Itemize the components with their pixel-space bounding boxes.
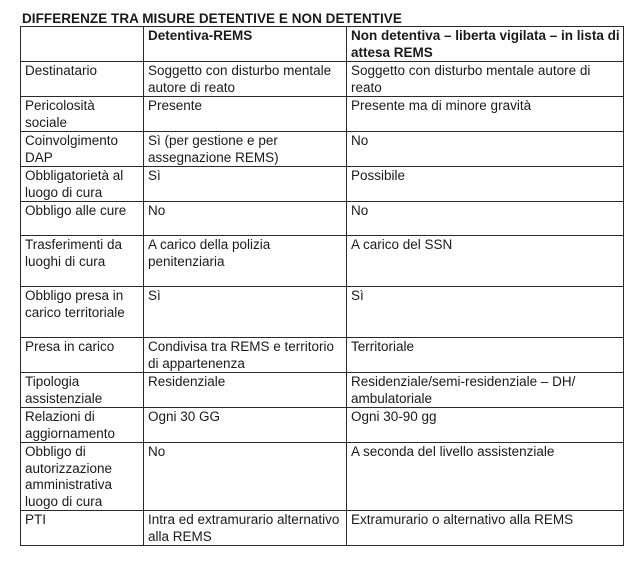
cell-non-detentiva: Soggetto con disturbo mentale autore di reato: [347, 62, 624, 97]
table-row-pti: [21, 511, 624, 546]
cell-non-detentiva: Sì: [347, 287, 624, 338]
row-label: Coinvolgimento DAP: [21, 132, 144, 167]
header-cell-detentiva: Detentiva-REMS: [144, 27, 347, 62]
row-label: Obbligatorietà al luogo di cura: [21, 167, 144, 202]
row-label: Pericolosità sociale: [21, 97, 144, 132]
header-cell-non-detentiva: Non detentiva – liberta vigilata – in lista di attesa REMS: [347, 27, 624, 62]
cell-non-detentiva: Presente ma di minore gravità: [347, 97, 624, 132]
table-row-tipologia: [21, 373, 624, 408]
row-label: PTI: [21, 511, 144, 546]
table-row-relazioni: [21, 408, 624, 443]
row-label: Obbligo alle cure: [21, 202, 144, 236]
cell-detentiva: No: [144, 202, 347, 236]
cell-non-detentiva: No: [347, 202, 624, 236]
row-label: Tipologia assistenziale: [21, 373, 144, 408]
cell-non-detentiva: A seconda del livello assistenziale: [347, 443, 624, 511]
table-row-obbligo-presa-in-carico: [21, 287, 624, 338]
row-label: Relazioni di aggiornamento: [21, 408, 144, 443]
cell-detentiva: Soggetto con disturbo mentale autore di reato: [144, 62, 347, 97]
cell-detentiva: Intra ed extramurario alternativo alla REMS: [144, 511, 347, 546]
row-label: Obbligo presa in carico territoriale: [21, 287, 144, 338]
cell-non-detentiva: A carico del SSN: [347, 236, 624, 287]
table-row-presa-in-carico: [21, 338, 624, 373]
cell-non-detentiva: Extramurario o alternativo alla REMS: [347, 511, 624, 546]
table-row-destinatario: [21, 62, 624, 97]
cell-non-detentiva: Ogni 30-90 gg: [347, 408, 624, 443]
table-row-pericolosita: [21, 97, 624, 132]
row-label: Presa in carico: [21, 338, 144, 373]
row-label: Trasferimenti da luoghi di cura: [21, 236, 144, 287]
table-row-trasferimenti: [21, 236, 624, 287]
cell-non-detentiva: Residenziale/semi-residenziale – DH/ ambulatoriale: [347, 373, 624, 408]
cell-detentiva: Sì: [144, 287, 347, 338]
comparison-table: [20, 26, 624, 546]
cell-detentiva: Ogni 30 GG: [144, 408, 347, 443]
cell-detentiva: Residenziale: [144, 373, 347, 408]
row-label: Obbligo di autorizzazione amministrativa luogo di cura: [21, 443, 144, 511]
cell-detentiva: Sì: [144, 167, 347, 202]
cell-non-detentiva: Possibile: [347, 167, 624, 202]
cell-detentiva: No: [144, 443, 347, 511]
row-label: Destinatario: [21, 62, 144, 97]
cell-detentiva: Presente: [144, 97, 347, 132]
document-title: DIFFERENZE TRA MISURE DETENTIVE E NON DETENTIVE: [22, 11, 402, 26]
cell-detentiva: A carico della polizia penitenziaria: [144, 236, 347, 287]
header-cell-empty: [21, 27, 144, 62]
table-row-obbligo-cure: [21, 202, 624, 236]
table-header-row: [21, 27, 624, 62]
table-row-autorizzazione: [21, 443, 624, 511]
cell-non-detentiva: No: [347, 132, 624, 167]
cell-detentiva: Condivisa tra REMS e territorio di appartenenza: [144, 338, 347, 373]
table-row-coinvolgimento-dap: [21, 132, 624, 167]
cell-detentiva: Sì (per gestione e per assegnazione REMS): [144, 132, 347, 167]
table-row-obbligatorieta: [21, 167, 624, 202]
cell-non-detentiva: Territoriale: [347, 338, 624, 373]
